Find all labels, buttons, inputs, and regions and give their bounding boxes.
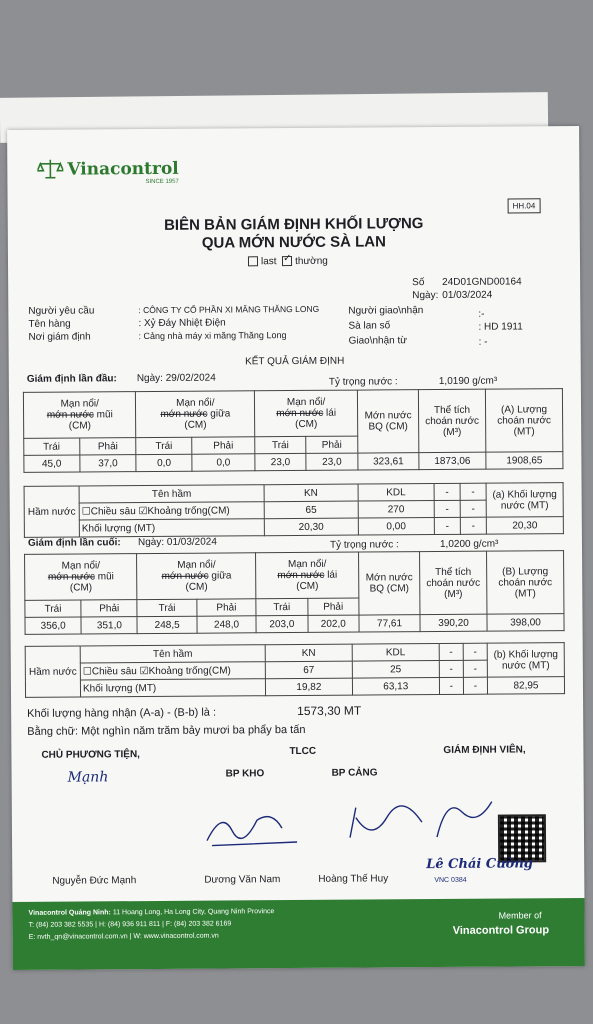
last-label: last xyxy=(260,256,277,268)
volume-header: Thể tích choán nước (M³) xyxy=(418,389,485,452)
table-cell: 323,61 xyxy=(358,453,419,470)
mid-header: Mạn nổi/ mớn nước giữa (CM) xyxy=(137,553,256,600)
first-density-label: Tỷ trọng nước : xyxy=(328,376,398,388)
receiver-label: Người giao\nhận xyxy=(348,305,424,317)
inspector-signature xyxy=(342,787,502,858)
right-header: Phải xyxy=(306,436,358,453)
volume-header: Thể tích choán nước (M³) xyxy=(420,551,487,614)
warehouse-signature xyxy=(202,800,302,851)
last-survey-label: Giám định lần cuối: xyxy=(27,537,121,549)
first-survey-date: Ngày: 29/02/2024 xyxy=(136,372,216,385)
table-cell: 203,0 xyxy=(256,615,308,632)
table-cell: 23,0 xyxy=(255,453,306,470)
right-header: Phải xyxy=(79,438,136,455)
right-header: Phải xyxy=(192,437,255,454)
aft-header: Mạn nổi/ mớn nước lái (CM) xyxy=(256,552,359,599)
place-label: Nơi giám định xyxy=(28,331,91,343)
left-header: Trái xyxy=(24,438,80,455)
displacement-header: (B) Lượng choán nước (MT) xyxy=(487,551,564,615)
first-draft-table xyxy=(23,388,564,473)
goods-label: Tên hàng xyxy=(28,318,71,330)
table-cell: 351,0 xyxy=(81,617,137,634)
normal-checkbox[interactable] xyxy=(282,256,292,266)
last-density-label: Tỷ trọng nước : xyxy=(329,539,399,551)
table-cell: 390,20 xyxy=(420,614,487,631)
table-cell: 0,0 xyxy=(192,454,255,471)
kdl-header: KDL xyxy=(358,484,434,502)
receiver-value: :- xyxy=(478,308,485,320)
inspector-title: GIÁM ĐỊNH VIÊN, xyxy=(443,744,526,756)
table-cell: 25 xyxy=(352,661,439,679)
tank-row-depth: ☐Chiều sâu ☑Khoảng trống(CM) xyxy=(80,662,265,680)
place-value: : Cảng nhà máy xi măng Thăng Long xyxy=(138,330,287,342)
left-header: Trái xyxy=(136,437,191,454)
table-cell: 270 xyxy=(358,501,434,519)
table-cell: 20,30 xyxy=(264,518,358,536)
table-cell: 0,0 xyxy=(136,454,191,471)
left-header: Trái xyxy=(255,436,306,453)
owner-title: CHỦ PHƯƠNG TIỆN, xyxy=(41,749,140,761)
scales-icon xyxy=(37,158,63,180)
logo-name: Vinacontrol xyxy=(67,158,179,180)
right-header: Phải xyxy=(197,599,256,616)
table-cell: 77,61 xyxy=(359,615,420,632)
owner-signature: Mạnh xyxy=(67,769,109,786)
vinacontrol-logo xyxy=(37,157,179,180)
tank-weight-value: 82,95 xyxy=(487,677,564,695)
inspection-document xyxy=(7,126,585,970)
barge-value: : HD 1911 xyxy=(478,321,523,333)
first-survey-label: Giám định lần đầu: xyxy=(26,373,117,385)
total-label: Khối lượng hàng nhận (A-a) - (B-b) là : xyxy=(27,706,217,720)
table-cell: 45,0 xyxy=(24,455,80,472)
table-cell: 1908,65 xyxy=(486,452,563,470)
barge-label: Sà lan số xyxy=(348,320,391,332)
tank-row-weight: Khối lượng (MT) xyxy=(80,679,265,697)
tank-name-header: Tên hầm xyxy=(79,485,264,503)
so-label: Số xyxy=(412,277,425,289)
mid-header: Mạn nổi/ mớn nước giữa (CM) xyxy=(136,391,255,438)
first-density-value: 1,0190 g/cm³ xyxy=(438,375,498,387)
table-cell: 202,0 xyxy=(308,615,360,632)
right-header: Phải xyxy=(307,598,359,615)
aft-header: Mạn nổi/ mớn nước lái (CM) xyxy=(255,390,358,437)
first-tank-table xyxy=(24,482,564,538)
port-name: Hoàng Thế Huy xyxy=(318,873,389,885)
table-cell: 0,00 xyxy=(358,518,434,536)
goods-value: : Xỷ Đáy Nhiệt Điện xyxy=(138,317,226,330)
table-cell: 37,0 xyxy=(79,455,136,472)
so-value: 24D01GND00164 xyxy=(442,276,522,288)
table-cell: 1873,06 xyxy=(419,452,486,469)
document-subtitle: QUA MỚN NƯỚC SÀ LAN xyxy=(201,233,386,252)
fore-header: Mạn nổi/ mớn nước mũi (CM) xyxy=(25,554,138,601)
dash-cell: - xyxy=(463,677,487,694)
port-dept: BP CẢNG xyxy=(331,767,378,779)
requester-label: Người yêu cầu xyxy=(28,305,95,317)
footer-band xyxy=(12,898,584,970)
last-density-value: 1,0200 g/cm³ xyxy=(439,538,499,550)
displacement-header: (A) Lượng choán nước (MT) xyxy=(485,389,562,453)
dash-cell: - xyxy=(434,517,460,534)
port-label: Giao\nhận từ xyxy=(348,335,408,347)
logo-since: SINCE 1957 xyxy=(145,178,179,186)
total-value: 1573,30 MT xyxy=(297,703,362,718)
table-cell: 65 xyxy=(264,501,358,519)
tank-weight-label: (b) Khối lượng nước (MT) xyxy=(487,643,564,678)
inspector-stamp-name: Lê Chái Cường xyxy=(426,856,533,873)
table-cell: 248,0 xyxy=(197,616,256,633)
tank-weight-label: (a) Khối lượng nước (MT) xyxy=(486,483,563,518)
dash-cell: - xyxy=(439,677,463,694)
table-cell: 19,82 xyxy=(265,678,352,696)
dash-cell: - xyxy=(463,660,487,677)
qr-code xyxy=(498,814,546,862)
fore-header: Mạn nổi/ mớn nước mũi (CM) xyxy=(23,392,136,439)
owner-name: Nguyễn Đức Mạnh xyxy=(52,875,137,887)
dash-cell: - xyxy=(434,483,460,500)
mean-draft-header: Mớn nước BQ (CM) xyxy=(359,552,420,615)
right-header: Phải xyxy=(81,600,137,617)
inspector-code: VNC 0384 xyxy=(434,876,467,885)
warehouse-dept: BP KHO xyxy=(225,768,265,780)
tank-name-header: Tên hầm xyxy=(80,645,265,663)
last-checkbox[interactable] xyxy=(248,257,258,267)
table-cell: 63,13 xyxy=(352,678,439,696)
document-title: BIÊN BẢN GIÁM ĐỊNH KHỐI LƯỢNG xyxy=(163,215,424,234)
dash-cell: - xyxy=(463,643,487,660)
footer-email: E: nvth_qn@vinacontrol.com.vn | W: www.vinacontrol.com.vn xyxy=(28,932,219,941)
footer-address: Vinacontrol Quảng Ninh: 11 Hoang Long, Ha Long City, Quang Ninh Province xyxy=(28,908,275,917)
last-tank-table xyxy=(25,642,565,698)
port-value: : - xyxy=(478,336,488,348)
left-header: Trái xyxy=(137,599,196,616)
kn-header: KN xyxy=(264,484,358,502)
table-cell: 398,00 xyxy=(487,614,564,632)
tank-label: Hầm nước xyxy=(25,646,80,697)
left-header: Trái xyxy=(25,600,81,617)
left-header: Trái xyxy=(256,598,308,615)
table-cell: 67 xyxy=(265,661,352,679)
tank-label: Hầm nước xyxy=(24,486,79,537)
dash-cell: - xyxy=(460,517,486,534)
last-survey-date: Ngày: 01/03/2024 xyxy=(137,536,217,549)
dash-cell: - xyxy=(460,483,486,500)
date-value: 01/03/2024 xyxy=(442,289,493,301)
footer-group: Vinacontrol Group xyxy=(452,924,550,937)
dash-cell: - xyxy=(439,660,463,677)
tank-row-depth: ☐Chiều sâu ☑Khoảng trống(CM) xyxy=(79,502,264,520)
footer-member-of: Member of xyxy=(498,910,542,921)
dash-cell: - xyxy=(460,500,486,517)
requester-value: : CÔNG TY CỔ PHẦN XI MĂNG THĂNG LONG xyxy=(138,303,320,316)
tank-row-weight: Khối lượng (MT) xyxy=(79,519,264,537)
form-code: HH.04 xyxy=(508,198,541,213)
dash-cell: - xyxy=(434,500,460,517)
table-cell: 23,0 xyxy=(306,453,358,470)
type-options xyxy=(248,256,328,268)
kdl-header: KDL xyxy=(352,644,439,662)
result-heading: KẾT QUẢ GIÁM ĐỊNH xyxy=(245,355,345,368)
date-label: Ngày: xyxy=(412,290,439,302)
tank-weight-value: 20,30 xyxy=(486,517,563,535)
kn-header: KN xyxy=(265,644,352,662)
warehouse-name: Dương Văn Nam xyxy=(204,874,281,886)
amount-in-words: Bằng chữ: Một nghìn năm trăm bảy mươi ba phẩy ba tấn xyxy=(27,723,306,738)
normal-label: thường xyxy=(295,255,328,267)
table-cell: 356,0 xyxy=(25,617,81,634)
dash-cell: - xyxy=(439,643,463,660)
footer-phones: T: (84) 203 382 5535 | H: (84) 936 911 811 | F: (84) 203 382 6169 xyxy=(28,920,232,929)
last-draft-table xyxy=(24,550,565,635)
mean-draft-header: Mớn nước BQ (CM) xyxy=(357,390,418,453)
tlcc-title: TLCC xyxy=(289,745,317,758)
table-cell: 248,5 xyxy=(137,616,196,633)
